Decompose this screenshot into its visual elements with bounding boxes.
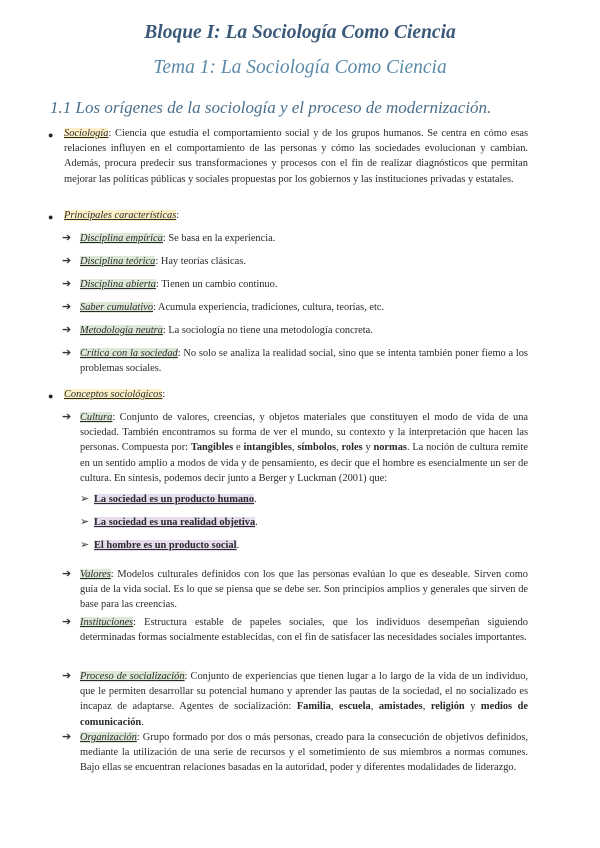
cultura-bold: roles — [341, 442, 363, 454]
valores-paragraph — [80, 567, 528, 613]
sociologia-text: : Ciencia que estudia el comportamiento social y de los grupos humanos. Se centra en cómo esas relaciones influyen en el comportamiento de las personas y cómo las sociedades evolucionan y cambian. Además, procura predecir sus transformaciones y procesos con el fin de realizar diagnósticos que permitan mejorar las políticas públicas y sociales propuestas por los gobiernos y las instituciones privadas y estatales. — [64, 128, 528, 185]
cultura-bold: símbolos — [297, 442, 337, 454]
caracteristicas-colon: : — [176, 210, 180, 221]
socializacion-text: , — [370, 701, 379, 713]
section-heading: 1.1 Los orígenes de la sociología y el proceso de modernización. — [50, 98, 492, 117]
list-item — [80, 323, 528, 338]
socializacion-bold: amistades — [378, 701, 423, 713]
caracteristicas-heading — [64, 208, 528, 223]
instituciones-term: Instituciones — [80, 617, 134, 628]
socializacion-bold: Familia — [296, 701, 331, 713]
item-term: Saber cumulativo — [80, 302, 154, 313]
list-item — [80, 254, 528, 269]
list-item — [80, 346, 528, 376]
cultura-bold: intangibles — [243, 442, 292, 454]
triangle-icon: ➢ — [80, 493, 90, 505]
subitem-period: . — [254, 494, 257, 505]
instituciones-paragraph — [80, 615, 528, 645]
caracteristicas-term: Principales características — [64, 210, 177, 221]
cultura-subitem — [94, 538, 524, 553]
arrow-icon: ➔ — [62, 731, 72, 743]
item-text: : Hay teorías clásicas. — [155, 256, 246, 267]
item-text: : Se basa en la experiencia. — [162, 233, 276, 244]
subitem-period: . — [236, 540, 240, 551]
cultura-text: y — [362, 442, 374, 454]
arrow-icon: ➔ — [62, 324, 72, 336]
bloque-title: Bloque I: La Sociología Como Ciencia — [144, 22, 456, 43]
cultura-text: : Conjunto de valores, creencias, y objetos materiales que constituyen el modo de vida de una sociedad. También encontramos su forma de ver el mundo, su contexto y la interpretación que hacen las personas. Compuesta por: — [80, 412, 528, 454]
cultura-text: , — [336, 442, 342, 454]
list-item — [80, 231, 528, 246]
cultura-bold: Tangibles — [190, 442, 234, 454]
arrow-icon: ➔ — [62, 616, 72, 628]
sociologia-paragraph — [64, 126, 528, 187]
socializacion-text: . — [141, 716, 144, 728]
arrow-icon: ➔ — [62, 670, 72, 682]
item-text: : Tienen un cambio continuo. — [155, 279, 278, 290]
item-term: Disciplina empírica — [80, 233, 163, 244]
valores-term: Valores — [80, 569, 111, 580]
item-text: : La sociología no tiene una metodología concreta. — [162, 325, 373, 336]
socializacion-bold: religión — [430, 701, 465, 713]
socializacion-bold: escuela — [338, 701, 371, 713]
cultura-term: Cultura — [80, 412, 113, 423]
organizacion-term: Organización — [80, 732, 137, 743]
cultura-paragraph — [80, 410, 528, 486]
socializacion-term: Proceso de socialización — [80, 671, 185, 682]
subitem-period: . — [255, 517, 258, 528]
socializacion-bold: medios de comunicación — [80, 701, 528, 728]
arrow-icon: ➔ — [62, 301, 72, 313]
valores-text: : Modelos culturales definidos con los que las personas evalúan lo que es deseable. Sirven como guía de la vida social. Es lo que se piensa que se debe ser. Son principios amplios y generales que sirven de base para las creencias. — [80, 569, 528, 611]
subitem-text: El hombre es un producto social — [94, 540, 237, 551]
cultura-text: . La noción de cultura remite en un sentido amplio a modos de vida y de pensamiento, es decir que el hombre es esencialmente un ser de cultura. En síntesis, podemos decir junto a Berger y Luckman (2001) que: — [80, 442, 528, 484]
triangle-icon: ➢ — [80, 516, 90, 528]
subitem-text: La sociedad es un producto humano — [94, 494, 255, 505]
socializacion-paragraph — [80, 669, 528, 730]
arrow-icon: ➔ — [62, 411, 72, 423]
item-term: Disciplina abierta — [80, 279, 156, 290]
item-text: : No solo se analiza la realidad social, sino que se intenta también poner fiemo a los problemas sociales. — [80, 348, 528, 375]
organizacion-text: : Grupo formado por dos o más personas, creado para la consecución de objetivos definidos, mediante la utilización de una serie de recursos y el sometimiento de sus miembros a normas comunes. Bajo ellas se encuentran relaciones basadas en la autoridad, poder y diferentes modalidades de liderazgo. — [80, 732, 528, 774]
socializacion-text: , — [330, 701, 339, 713]
arrow-icon: ➔ — [62, 232, 72, 244]
item-text: : Acumula experiencia, tradiciones, cultura, teorías, etc. — [153, 302, 385, 313]
conceptos-heading — [64, 387, 528, 402]
instituciones-text: : Estructura estable de papeles sociales, que los individuos desempeñan siguiendo determinadas formas socialmente establecidas, con el fin de satisfacer las necesidades sociales importantes. — [80, 617, 528, 644]
list-item — [80, 277, 528, 292]
arrow-icon: ➔ — [62, 255, 72, 267]
organizacion-paragraph — [80, 730, 528, 776]
arrow-icon: ➔ — [62, 568, 72, 580]
subitem-text: La sociedad es una realidad objetiva — [94, 517, 256, 528]
arrow-icon: ➔ — [62, 347, 72, 359]
socializacion-text: , — [422, 701, 431, 713]
socializacion-text: : Conjunto de experiencias que tienen lugar a lo largo de la vida de un individuo, que le permiten desarrollar su potencial humano y aprender las pautas de la sociedad, el no socializado es incapaz de adaptarse. Agentes de socialización: — [80, 671, 528, 713]
bullet-icon: ● — [48, 391, 54, 401]
arrow-icon: ➔ — [62, 278, 72, 290]
conceptos-term: Conceptos sociológicos — [64, 389, 163, 400]
sociologia-term: Sociología — [64, 128, 109, 139]
item-term: Disciplina teórica — [80, 256, 156, 267]
socializacion-text: y — [464, 701, 481, 713]
bullet-icon: ● — [48, 212, 54, 222]
bullet-icon: ● — [48, 130, 54, 140]
cultura-subitem — [94, 515, 524, 530]
item-term: Crítica con la sociedad — [80, 348, 178, 359]
cultura-text: e — [233, 442, 244, 454]
cultura-text: , — [291, 442, 298, 454]
list-item — [80, 300, 528, 315]
triangle-icon: ➢ — [80, 539, 90, 551]
conceptos-colon: : — [162, 389, 166, 400]
tema-title: Tema 1: La Sociología Como Ciencia — [153, 57, 447, 78]
item-term: Metodología neutra — [80, 325, 163, 336]
cultura-bold: normas — [373, 442, 407, 454]
cultura-subitem — [94, 492, 524, 507]
